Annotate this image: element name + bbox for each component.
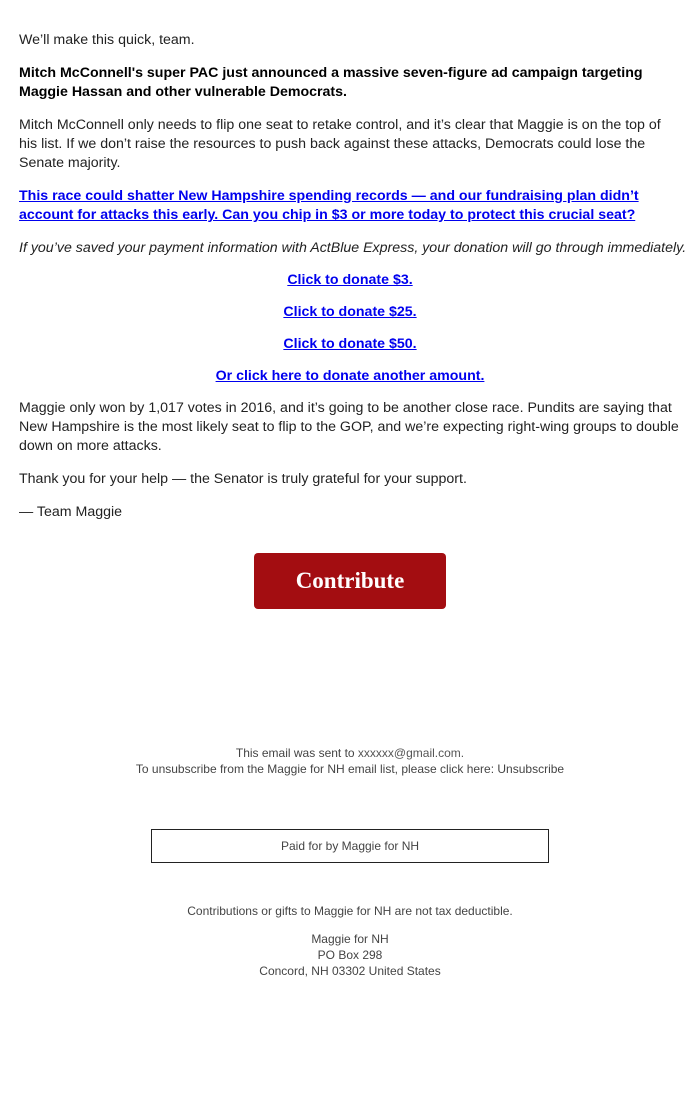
po-box: PO Box 298 (317, 948, 383, 962)
signoff-text: — Team Maggie (19, 504, 123, 520)
footer-unsubscribe (0, 761, 700, 777)
intro-paragraph: Mitch McConnell only needs to flip one seat to retake control, and it’s clear that Maggie is on the top of his list. If we don’t raise the resources to push back against these attacks, Democrats could lose the Senate majority. (19, 117, 661, 171)
tax-note: Contributions or gifts to Maggie for NH are not tax deductible. (187, 904, 513, 918)
thanks-text: Thank you for your help — the Senator is truly grateful for your support. (19, 471, 467, 487)
headline-text: Mitch McConnell's super PAC just announced a massive seven-figure ad campaign targeting Maggie Hassan and other vulnerable Democrats. (19, 65, 643, 100)
appeal-paragraph (19, 187, 681, 225)
donate-3-row (19, 271, 681, 290)
donate-25-link[interactable]: Click to donate $25. (283, 304, 417, 320)
appeal-donate-link[interactable]: This race could shatter New Hampshire spending records — and our fundraising plan didn’t account for attacks this early. Can you chip in $3 or more today to protect this crucial seat? (19, 188, 639, 223)
donate-3-link[interactable]: Click to donate $3. (287, 272, 413, 288)
greeting-text: We’ll make this quick, team. (19, 32, 195, 48)
unsubscribe-link[interactable]: Unsubscribe (497, 762, 565, 776)
donate-50-row (19, 335, 681, 354)
footer-sent-to (0, 745, 700, 761)
donate-other-row (19, 367, 681, 386)
city-line: Concord, NH 03302 United States (259, 964, 441, 978)
race-paragraph: Maggie only won by 1,017 votes in 2016, and it’s going to be another close race. Pundits are saying that New Hampshire is the most likely seat to flip to the GOP, and we’re expecting right-wing groups to double down on more attacks. (19, 400, 679, 454)
unsubscribe-text: To unsubscribe from the Maggie for NH email list, please click here: (135, 762, 498, 776)
sent-to-prefix: This email was sent to (235, 746, 358, 760)
donate-50-link[interactable]: Click to donate $50. (283, 336, 417, 352)
sent-to-address: xxxxxx@gmail.com. (357, 746, 465, 760)
donate-25-row (19, 303, 681, 322)
org-name: Maggie for NH (311, 932, 389, 946)
express-note: If you’ve saved your payment information with ActBlue Express, your donation will go through immediately. (19, 240, 687, 256)
contribute-button[interactable]: Contribute (254, 553, 446, 609)
paid-for-box: Paid for by Maggie for NH (151, 829, 549, 863)
donate-other-amount-link[interactable]: Or click here to donate another amount. (215, 368, 485, 384)
